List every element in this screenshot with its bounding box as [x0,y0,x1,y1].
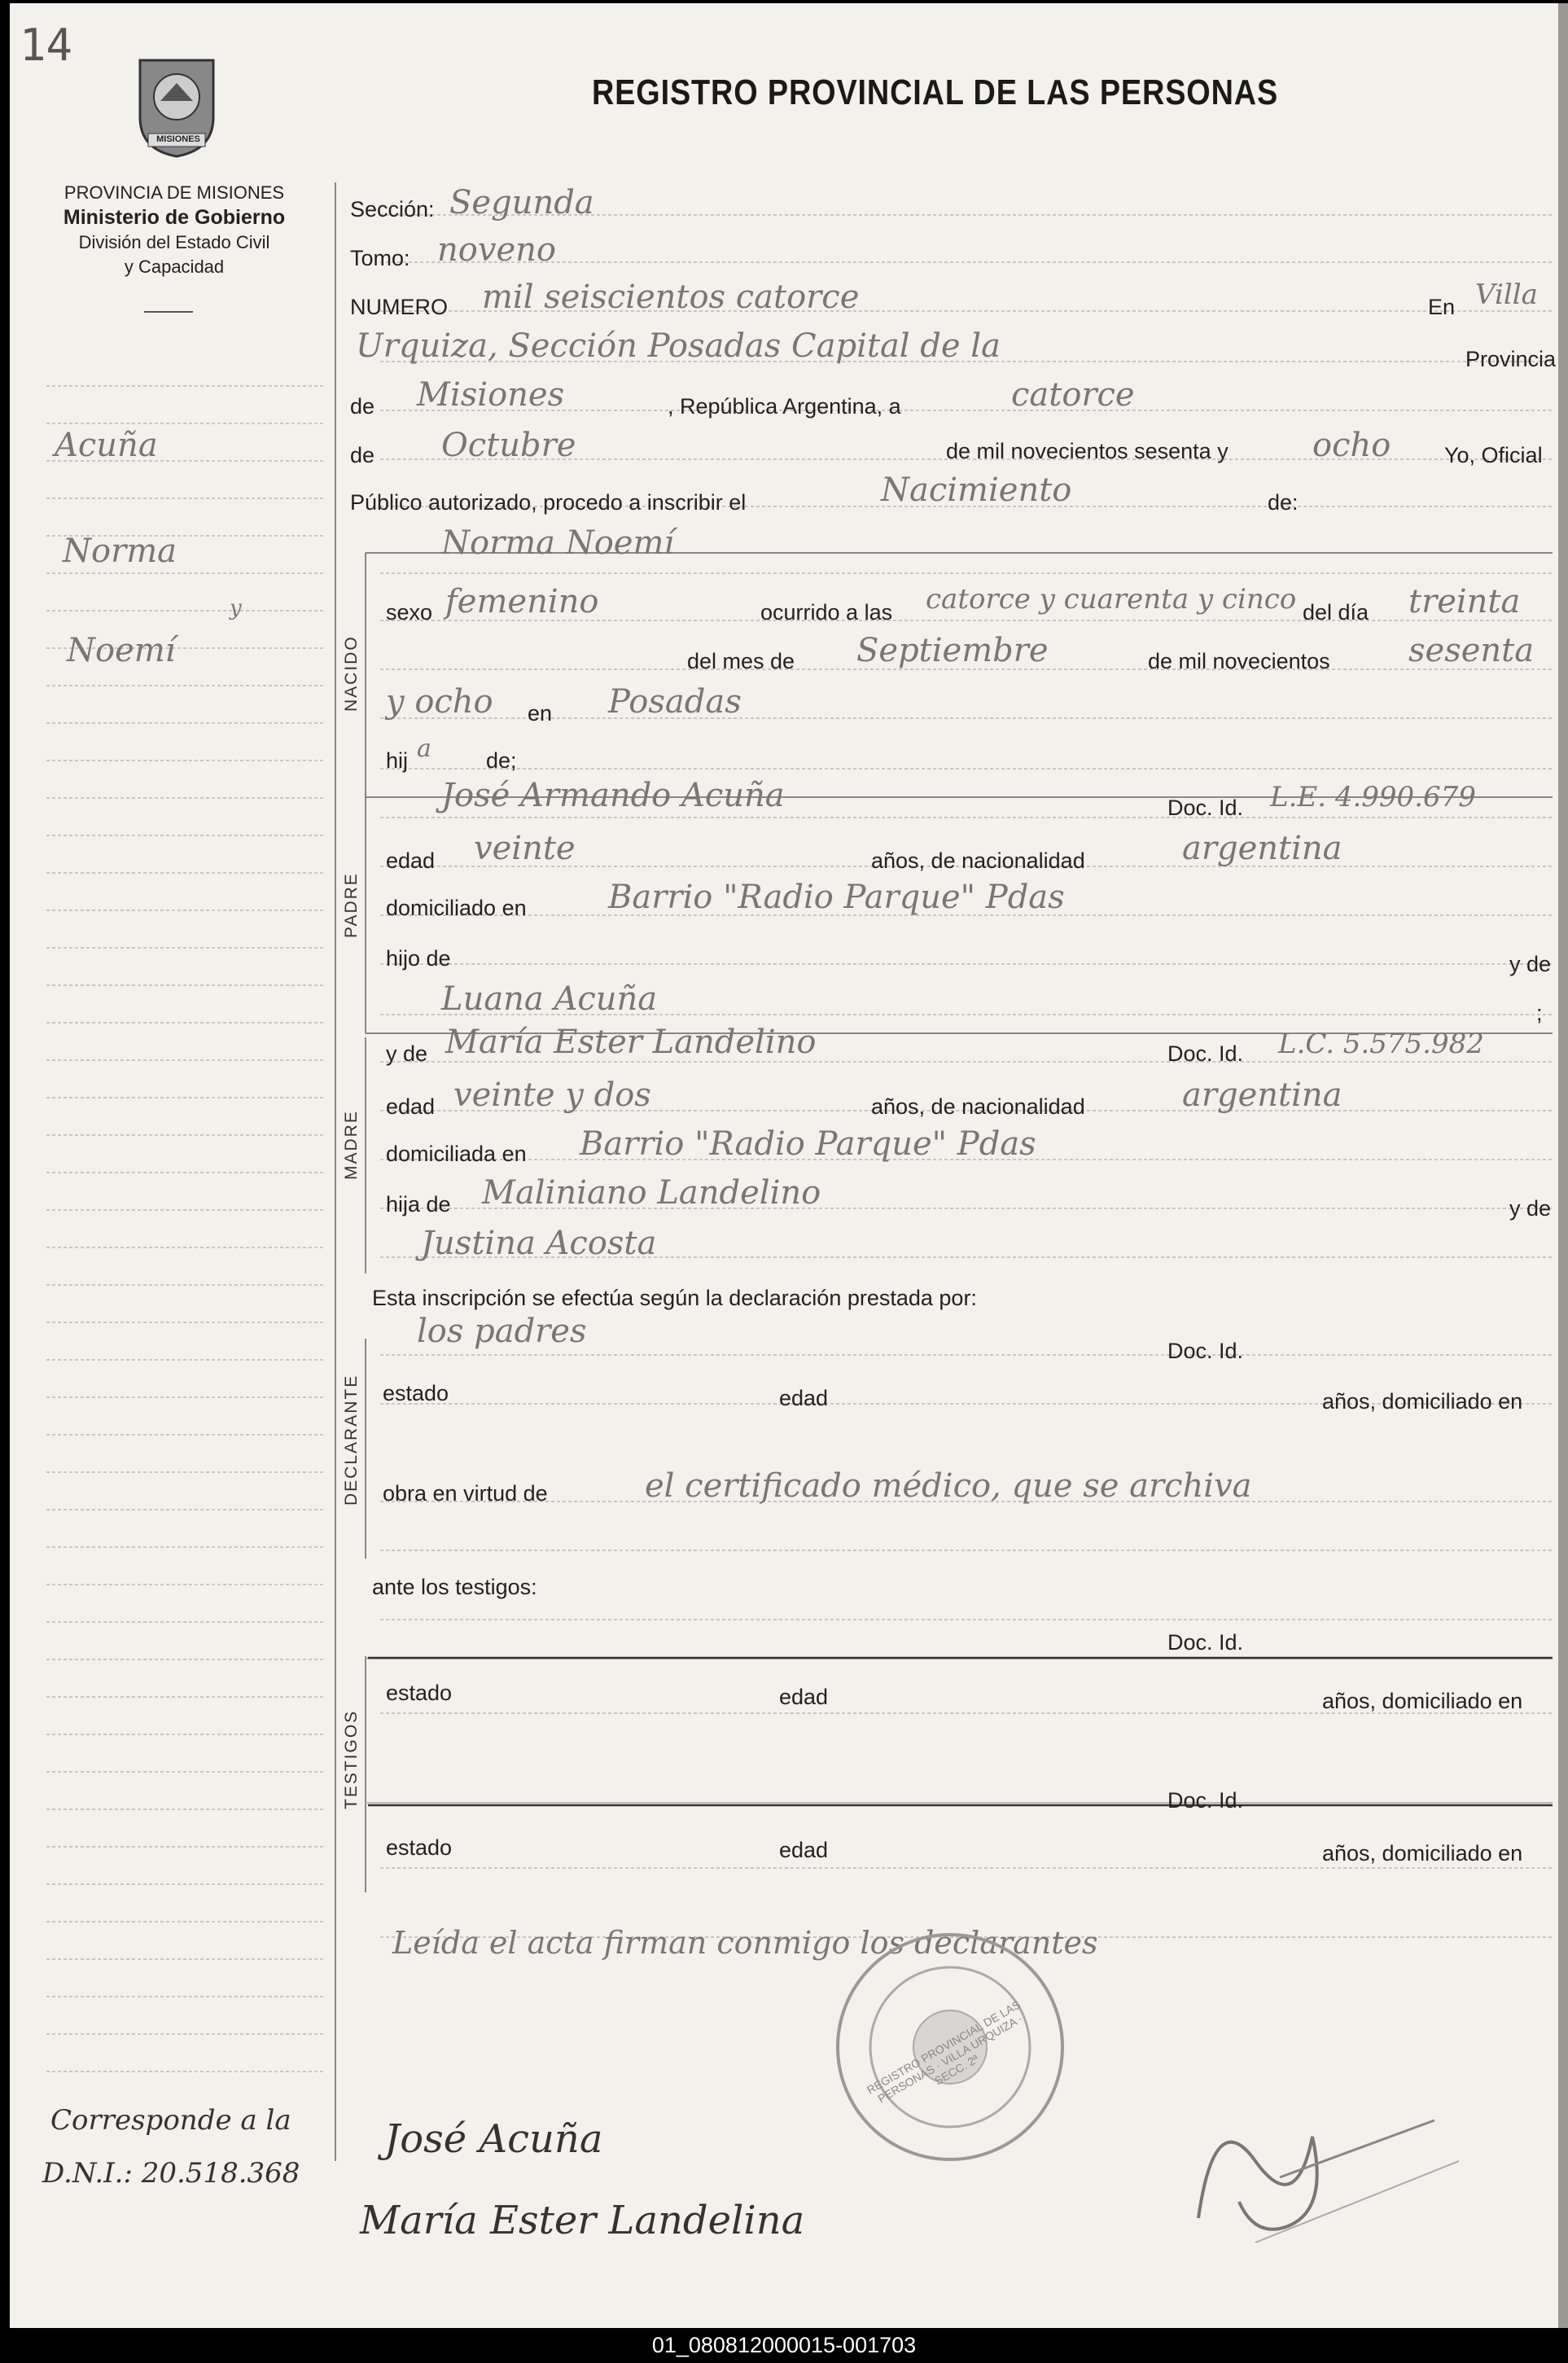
value-padre-dom: Barrio "Radio Parque" Pdas [608,879,1065,916]
label-testigos: ante los testigos: [372,1575,537,1599]
label-yo-oficial: Yo, Oficial [1444,443,1543,467]
signature-padre: José Acuña [384,2116,603,2162]
value-hij-suffix: a [417,734,431,763]
label-padre-hijo: hijo de [386,946,451,971]
value-lugar: Urquiza, Sección Posadas Capital de la [356,327,1001,365]
provincial-seal [132,52,221,158]
label-mil-nov: de mil novecientos [1148,649,1330,673]
label-padre-semicolon: ; [1536,1001,1543,1025]
label-testigo1-estado: estado [386,1681,453,1705]
label-madre-doc: Doc. Id. [1167,1041,1244,1066]
value-mes-nac: Septiembre [856,632,1049,669]
header-province: PROVINCIA DE MISIONES [64,182,285,203]
label-madre-nac: años, de nacionalidad [871,1094,1085,1119]
value-madre-nac: argentina [1182,1076,1342,1114]
value-madre-doc: L.C. 5.575.982 [1278,1028,1484,1060]
section-declarante: DECLARANTE [342,1374,361,1506]
value-lugar-nac: Posadas [608,683,742,721]
label-testigo1-doc: Doc. Id. [1167,1630,1244,1655]
section-madre: MADRE [342,1110,361,1180]
margin-dni: D.N.I.: 20.518.368 [42,2157,300,2190]
page-title: REGISTRO PROVINCIAL DE LAS PERSONAS [592,72,1279,112]
value-acto: Nacimiento [881,471,1072,509]
margin-y: y [230,596,242,620]
value-padre-edad: veinte [474,830,576,867]
label-ocurrido: ocurrido a las [760,600,893,625]
label-testigo1-edad: edad [779,1685,829,1709]
register-page [10,3,1568,2328]
header-capacity: y Capacidad [124,256,225,277]
section-testigos: TESTIGOS [342,1709,361,1809]
label-publico: Público autorizado, procedo a inscribir el [350,490,747,515]
label-padre-edad: edad [386,848,436,873]
label-declarante-estado: estado [383,1381,449,1405]
label-de-hij: de; [486,748,517,773]
label-inscripcion: Esta inscripción se efectúa según la declaración prestada por: [372,1286,977,1310]
signature-madre: María Ester Landelina [360,2198,805,2243]
value-padre-nac: argentina [1182,830,1342,867]
page-number: 14 [20,20,73,71]
value-declarante: los padres [417,1313,587,1350]
margin-apellido: Acuña [55,427,158,464]
label-madre-hija: hija de [386,1192,451,1217]
value-hora: catorce y cuarenta y cinco [926,583,1297,616]
label-provincia: Provincia [1465,347,1557,371]
label-tomo: Tomo: [350,246,410,270]
section-padre: PADRE [342,872,361,938]
label-testigo2-anos: años, domiciliado en [1322,1841,1523,1865]
value-madre-dom: Barrio "Radio Parque" Pdas [580,1125,1036,1163]
margin-corresponde: Corresponde a la [50,2104,291,2137]
value-sexo: femenino [445,583,599,620]
label-de-colon: de: [1268,490,1299,515]
section-nacido: NACIDO [342,635,361,712]
value-nombre: Norma Noemí [441,524,675,562]
value-en: Villa [1475,278,1538,311]
label-padre-nac: años, de nacionalidad [871,848,1085,873]
header-block [20,181,329,279]
header-divider [144,311,193,313]
label-madre-y-de: y de [386,1041,428,1066]
value-provincia: Misiones [417,376,565,414]
margin-nombre1: Norma [63,533,177,570]
value-madre-nombre: María Ester Landelino [445,1024,817,1061]
label-de-provincia: de [350,394,375,419]
stamp-text: REGISTRO PROVINCIAL DE LAS PERSONAS · VILLA URQUIZA · SECC. 2ª [864,1997,1025,2106]
value-madre-hija-de: Maliniano Landelino [482,1174,821,1212]
label-del-dia: del día [1303,600,1369,625]
label-sexo: sexo [386,600,433,625]
label-padre-dom: domiciliado en [386,896,527,920]
label-en-lugar: en [528,701,553,726]
value-madre-hija-de2: Justina Acosta [421,1225,657,1262]
value-padre-hijo-de: Luana Acuña [441,980,658,1018]
label-padre-y-de: y de [1509,952,1552,976]
label-testigo2-doc: Doc. Id. [1167,1788,1244,1813]
file-id-caption: 01_080812000015-001703 [651,2333,917,2357]
header-division: División del Estado Civil [78,232,270,252]
header-ministry: Ministerio de Gobierno [63,206,286,229]
label-testigo1-anos: años, domiciliado en [1322,1689,1523,1713]
value-tomo: noveno [437,231,556,269]
value-seccion: Segunda [449,184,594,221]
label-de-mes: de [350,443,375,467]
value-padre-doc: L.E. 4.990.679 [1270,781,1476,813]
label-numero: NUMERO [350,295,448,319]
label-del-mes: del mes de [687,649,795,673]
officer-signature-icon [1166,2088,1475,2251]
label-declarante-doc: Doc. Id. [1167,1339,1244,1363]
value-mes: Octubre [441,427,576,464]
value-dia: catorce [1011,376,1135,414]
label-mil-sesenta: de mil novecientos sesenta y [946,439,1229,463]
label-declarante-edad: edad [779,1386,829,1410]
label-republica: , República Argentina, a [668,394,901,419]
label-madre-edad: edad [386,1094,436,1119]
label-madre-dom: domiciliada en [386,1142,527,1166]
label-testigo2-estado: estado [386,1835,453,1860]
official-stamp [832,1929,1068,2165]
seal-label: MISIONES [156,134,200,144]
label-en: En [1428,295,1456,319]
value-numero: mil seiscientos catorce [482,278,860,316]
label-madre-y-de2: y de [1509,1196,1552,1221]
value-anio-nac2: y ocho [386,683,493,721]
label-testigo2-edad: edad [779,1838,829,1862]
label-hij: hij [386,748,409,773]
value-padre-nombre: José Armando Acuña [441,777,785,814]
label-seccion: Sección: [350,197,435,221]
signature-oficial [1166,2088,1475,2251]
value-madre-edad: veinte y dos [453,1076,651,1114]
value-obra: el certificado médico, que se archiva [645,1467,1252,1505]
value-dia-nac: treinta [1408,583,1521,620]
value-anio-nac: sesenta [1408,632,1535,669]
margin-nombre2: Noemí [67,632,176,669]
label-declarante-anos: años, domiciliado en [1322,1389,1523,1414]
label-obra: obra en virtud de [383,1481,548,1506]
value-anio: ocho [1312,427,1391,464]
label-padre-doc: Doc. Id. [1167,796,1244,820]
value-cierre: Leída el acta firman conmigo los declarantes [392,1925,1098,1961]
